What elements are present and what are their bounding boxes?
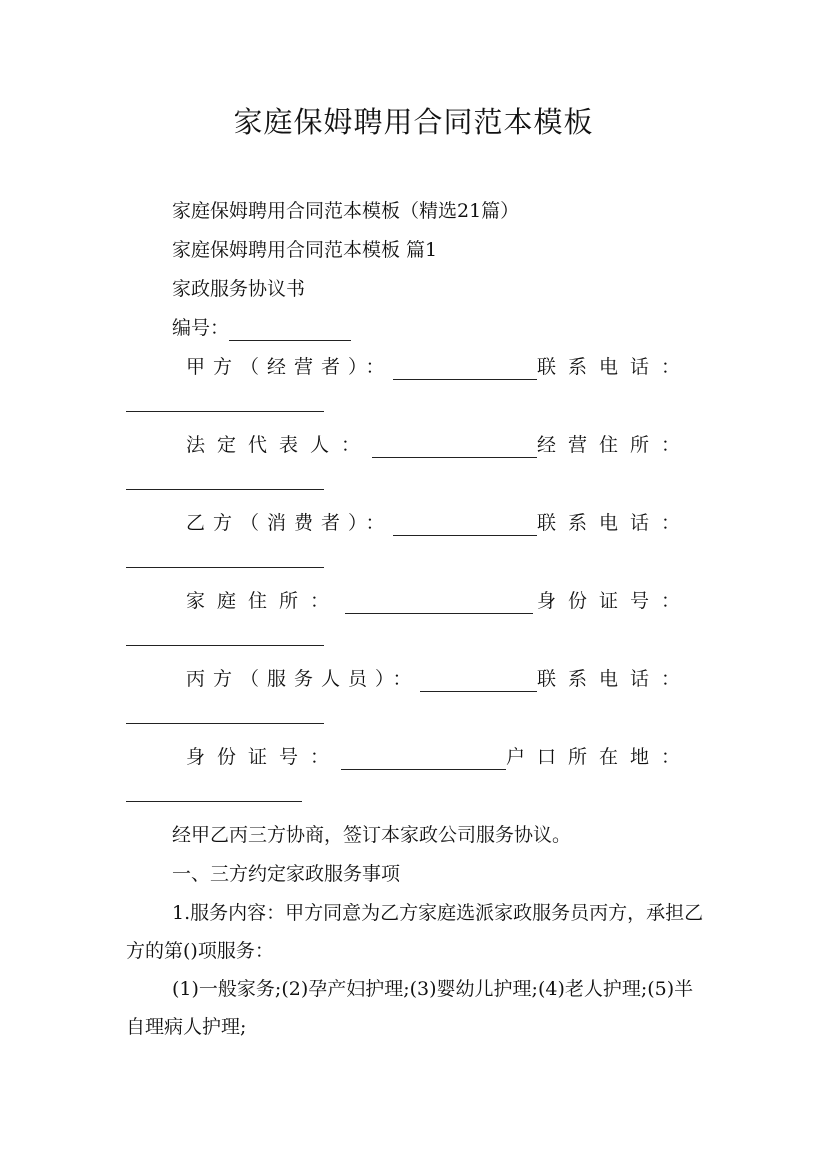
party-c-phone-blank[interactable] xyxy=(126,722,324,724)
document-title: 家庭保姆聘用合同范本模板 xyxy=(233,105,594,139)
party-b-blank[interactable] xyxy=(393,517,537,536)
legal-rep-row xyxy=(186,432,692,458)
id-residence-row xyxy=(186,744,692,770)
id-number-b-blank[interactable] xyxy=(126,644,324,646)
party-c-phone-label: 联系电话： xyxy=(536,668,692,690)
number-row xyxy=(172,315,351,341)
party-b-label: 乙方（消费者）： xyxy=(186,512,393,534)
party-a-phone-blank[interactable] xyxy=(126,410,324,412)
party-a-label: 甲方（经营者）： xyxy=(186,356,393,378)
party-c-label: 丙方（服务人员）： xyxy=(186,668,420,690)
party-c-blank[interactable] xyxy=(420,673,537,692)
party-b-phone-label: 联系电话： xyxy=(536,512,692,534)
party-c-row xyxy=(186,666,692,692)
party-a-row xyxy=(186,354,692,380)
id-number-label-c: 身份证号： xyxy=(186,746,342,768)
legal-rep-label: 法定代表人： xyxy=(186,434,373,456)
business-address-blank[interactable] xyxy=(126,488,324,490)
home-address-label: 家庭住所： xyxy=(186,590,342,612)
intro-text: 经甲乙丙三方协商，签订本家政公司服务协议。 xyxy=(172,824,572,846)
item-1-text: 1.服务内容：甲方同意为乙方家庭选派家政服务员丙方，承担乙方的第()项服务： xyxy=(126,902,704,962)
business-address-label: 经营住所： xyxy=(536,434,692,456)
subtitle: 家庭保姆聘用合同范本模板（精选21篇） xyxy=(172,200,520,222)
section-1-heading: 一、三方约定家政服务事项 xyxy=(172,863,401,885)
id-number-c-blank[interactable] xyxy=(341,751,506,770)
item-1-options: (1)一般家务;(2)孕产妇护理;(3)婴幼儿护理;(4)老人护理;(5)半自理病人护理; xyxy=(126,978,694,1038)
number-label: 编号： xyxy=(172,317,230,339)
party-b-phone-blank[interactable] xyxy=(126,566,324,568)
agreement-title: 家政服务协议书 xyxy=(172,278,306,300)
chapter-heading: 家庭保姆聘用合同范本模板 篇1 xyxy=(172,239,438,261)
party-b-row xyxy=(186,510,692,536)
home-address-blank[interactable] xyxy=(345,595,533,614)
residence-blank[interactable] xyxy=(126,800,302,802)
party-a-phone-label: 联系电话： xyxy=(536,356,692,378)
residence-label: 户口所在地： xyxy=(505,746,692,768)
number-blank[interactable] xyxy=(229,322,351,341)
legal-rep-blank[interactable] xyxy=(372,439,537,458)
home-address-row xyxy=(186,588,692,614)
party-a-blank[interactable] xyxy=(393,361,537,380)
id-number-label-b: 身份证号： xyxy=(536,590,692,612)
